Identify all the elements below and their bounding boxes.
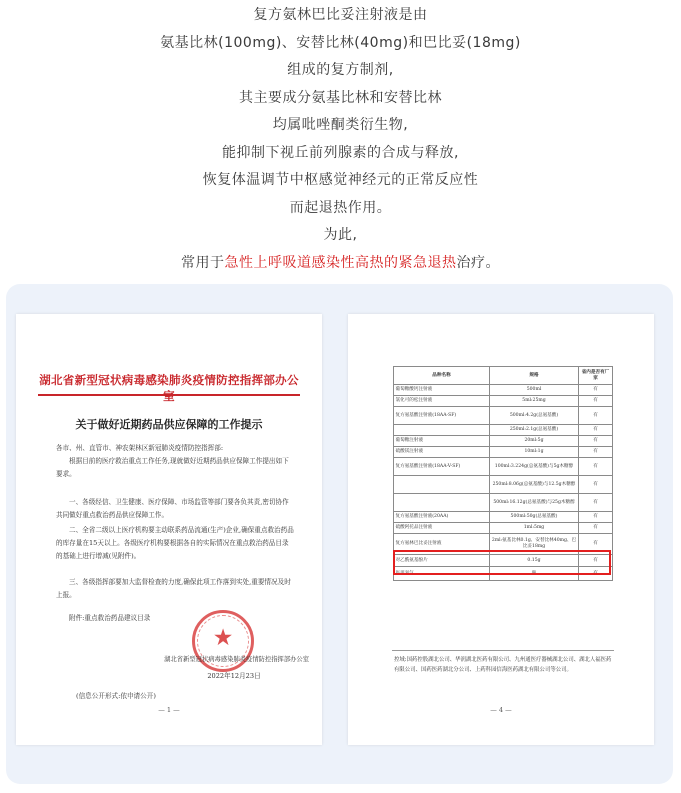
drug-name-cell: 医用氧气 (394, 567, 490, 581)
intro-line: 均属吡唑酮类衍生物, (272, 117, 409, 133)
table-row (394, 396, 613, 407)
table-row (394, 425, 613, 436)
spec-cell: 0.15g (490, 555, 579, 567)
table-row (394, 476, 613, 494)
document-date: 2022年12月23日 (207, 672, 261, 680)
document-point-3: 三、各级指挥部要加大监督检查的力度,确保此项工作落到实处,重要情况及时上报。 (56, 578, 291, 599)
document-header: 湖北省新型冠状病毒感染肺炎疫情防控指挥部办公室 (39, 373, 299, 403)
document-salutation: 各市、州、直管市、神农架林区新冠肺炎疫情防控指挥部: (56, 444, 224, 452)
drug-name-cell: 葡萄糖注射液 (394, 436, 490, 447)
local-maker-cell: 有 (579, 458, 613, 476)
table-row (394, 555, 613, 567)
local-maker-cell: 有 (579, 425, 613, 436)
note-divider (392, 650, 614, 651)
document-images-card (6, 284, 673, 784)
drug-table (393, 366, 613, 581)
spec-cell: 1ml:5mg (490, 523, 579, 534)
document-disclosure: (信息公开形式:依申请公开) (76, 692, 156, 700)
notice-document-page (16, 314, 322, 745)
drug-name-cell: 复方氨基酸注射液(20AA) (394, 512, 490, 523)
intro-last-before: 常用于 (181, 254, 225, 271)
intro-line: 能抑制下视丘前列腺素的合成与释放, (222, 144, 459, 161)
drug-name-cell: 硫酸阿托品注射液 (394, 523, 490, 534)
local-maker-cell: 有 (579, 567, 613, 581)
spec-cell: 20ml:5g (490, 436, 579, 447)
drug-name-cell (394, 476, 490, 494)
local-maker-cell: 有 (579, 447, 613, 458)
spec-cell: 5ml:25mg (490, 396, 579, 407)
document-attachment: 附件:重点救治药品建议目录 (69, 614, 151, 622)
table-row (394, 494, 613, 512)
table-row (394, 436, 613, 447)
intro-text (0, 2, 681, 277)
drug-list-page (348, 314, 654, 745)
drug-name-cell: 葡萄糖酸钙注射液 (394, 385, 490, 396)
table-row (394, 523, 613, 534)
spec-cell: 500ml:16.12g(总氨基酸)与25g木糖醇 (490, 494, 579, 512)
column-header: 省内是否有厂家 (579, 367, 613, 385)
spec-cell: 10ml:1g (490, 447, 579, 458)
drug-name-cell: 复方氨基酸注射液(18AA-V-SF) (394, 458, 490, 476)
intro-line: 其主要成分氨基比林和安替比林 (239, 89, 442, 106)
page-number: — 4 — (490, 706, 512, 714)
drug-name-cell (394, 494, 490, 512)
intro-last-line (0, 250, 681, 278)
spec-cell: 500ml (490, 385, 579, 396)
drug-name-cell (394, 425, 490, 436)
local-maker-cell: 有 (579, 494, 613, 512)
highlighted-table-row (394, 534, 613, 555)
document-issuer: 湖北省新型冠状病毒感染肺炎疫情防控指挥部办公室 (164, 656, 309, 663)
local-maker-cell: 有 (579, 512, 613, 523)
spec-cell: 瓶 (490, 567, 579, 581)
intro-line: 恢复体温调节中枢感觉神经元的正常反应性 (202, 172, 479, 188)
spec-cell: 100ml:3.224g(总氨基酸)与5g木糖醇 (490, 458, 579, 476)
distributor-note: 控域:国药控股湖北公司、华润湖北医药有限公司、九州通医疗器械湖北公司、湖北人福医药有限公司、国药医药湖北分公司、上药科园信海医药湖北有限公司等公司。 (394, 657, 612, 673)
spec-cell: 250ml:8.06g(总氨基酸)与12.5g木糖醇 (490, 476, 579, 494)
intro-line: 为此, (323, 227, 358, 243)
table-row (394, 447, 613, 458)
local-maker-cell: 有 (579, 534, 613, 555)
column-header: 规格 (490, 367, 579, 385)
document-title: 关于做好近期药品供应保障的工作提示 (75, 418, 263, 431)
spec-cell: 500ml:4.2g(总氨基酸) (490, 407, 579, 425)
seal-star-icon: ★ (212, 625, 234, 651)
local-maker-cell: 有 (579, 396, 613, 407)
drug-name-cell: 复方氨基酸注射液(18AA-SF) (394, 407, 490, 425)
spec-cell: 2ml:氨基比林0.1g、安替比林40mg、巴比妥18mg (490, 534, 579, 555)
intro-line: 复方氨林巴比妥注射液是由 (253, 7, 428, 23)
table-row (394, 512, 613, 523)
document-body: 根据目前的医疗救治重点工作任务,现就做好近期药品供应保障工作提出如下要求。 (56, 457, 289, 478)
intro-line: 氨基比林(100mg)、安替比林(40mg)和巴比妥(18mg) (160, 34, 521, 51)
intro-line: 组成的复方制剂, (287, 62, 394, 78)
local-maker-cell: 有 (579, 385, 613, 396)
header-rule (38, 394, 300, 396)
spec-cell: 250ml:2.1g(总氨基酸) (490, 425, 579, 436)
document-point-1: 一、各级经信、卫生健康、医疗保障、市场监管等部门要各负其责,密切协作共同做好重点救治药品供应保障工作。 (56, 498, 289, 519)
table-row (394, 567, 613, 581)
table-row (394, 458, 613, 476)
column-header: 品种名称 (394, 367, 490, 385)
drug-name-cell: 氯化可的松注射液 (394, 396, 490, 407)
drug-name-cell: 复方氨林巴比妥注射液 (394, 534, 490, 555)
local-maker-cell: 有 (579, 407, 613, 425)
local-maker-cell: 有 (579, 555, 613, 567)
intro-highlight: 急性上呼吸道感染性高热的紧急退热 (224, 254, 457, 271)
table-row (394, 407, 613, 425)
spec-cell: 500ml:50g(总氨基酸) (490, 512, 579, 523)
page-number: — 1 — (158, 706, 180, 714)
intro-line: 而起退热作用。 (289, 199, 392, 216)
drug-name-cell: 对乙酰氨基酚片 (394, 555, 490, 567)
local-maker-cell: 有 (579, 523, 613, 534)
drug-name-cell: 硫酸镁注射液 (394, 447, 490, 458)
document-point-2: 二、全省二级以上医疗机构要主动联系药品流通(生产)企业,确保重点救治药品的库存量在15天以上。各级医疗机构要根据各自的实际情况在重点救治药品目录的基础上进行增减(见附件)。 (56, 526, 294, 560)
intro-last-after: 治疗。 (456, 254, 500, 271)
table-row (394, 385, 613, 396)
local-maker-cell: 有 (579, 436, 613, 447)
table-header-row (394, 367, 613, 385)
local-maker-cell: 有 (579, 476, 613, 494)
